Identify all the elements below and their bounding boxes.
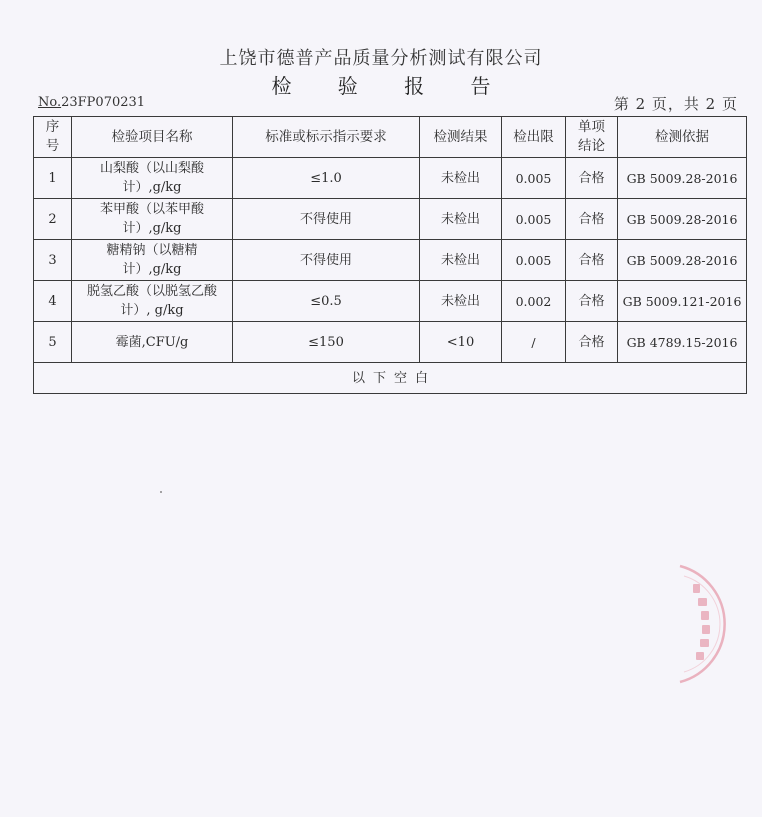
seal-glyphs	[693, 584, 710, 660]
cell-requirement: 不得使用	[233, 240, 420, 281]
table-row	[34, 322, 747, 363]
report-title: 检 验 报 告	[271, 74, 511, 98]
blank-below-note: 以下空白	[34, 363, 747, 394]
cell-item-line2: 计）,g/kg	[122, 262, 182, 277]
cell-conclusion: 合格	[566, 322, 618, 363]
cell-requirement: ≤0.5	[233, 281, 420, 322]
report-number	[38, 95, 145, 110]
page-info: 第 2 页，共 2 页	[613, 95, 738, 113]
col-seq-line1: 序	[45, 119, 60, 135]
cell-limit: 0.002	[502, 281, 566, 322]
cell-requirement: 不得使用	[233, 199, 420, 240]
company-name: 上饶市德普产品质量分析测试有限公司	[219, 48, 543, 69]
cell-conclusion: 合格	[566, 281, 618, 322]
cell-item-line2: 计）, g/kg	[120, 303, 184, 318]
cell-result: 未检出	[420, 199, 502, 240]
cell-item	[72, 281, 233, 322]
cell-basis: GB 5009.28-2016	[618, 158, 747, 199]
cell-conclusion: 合格	[566, 240, 618, 281]
table-row	[34, 281, 747, 322]
report-number-value: 23FP070231	[61, 95, 146, 110]
cell-basis: GB 5009.28-2016	[618, 240, 747, 281]
cell-item	[72, 240, 233, 281]
cell-requirement: ≤150	[233, 322, 420, 363]
cell-item-line2: 计）,g/kg	[122, 221, 182, 236]
cell-seq: 1	[34, 158, 72, 199]
cell-item-line1: 糖精钠（以糖精	[106, 243, 198, 258]
table-row	[34, 158, 747, 199]
col-basis: 检测依据	[618, 117, 747, 158]
col-limit: 检出限	[502, 117, 566, 158]
cell-conclusion: 合格	[566, 158, 618, 199]
cell-seq: 5	[34, 322, 72, 363]
scan-speck	[160, 491, 162, 493]
col-conclusion	[566, 117, 618, 158]
col-result: 检测结果	[420, 117, 502, 158]
cell-seq: 4	[34, 281, 72, 322]
table-row	[34, 240, 747, 281]
cell-basis: GB 4789.15-2016	[618, 322, 747, 363]
cell-seq: 2	[34, 199, 72, 240]
col-item: 检验项目名称	[72, 117, 233, 158]
col-conclusion-line2: 结论	[578, 138, 605, 154]
table-header-row	[34, 117, 747, 158]
cell-result: 未检出	[420, 158, 502, 199]
cell-item-line2: 计）,g/kg	[122, 180, 182, 195]
table-row	[34, 199, 747, 240]
col-seq-line2: 号	[45, 138, 60, 154]
cell-limit: 0.005	[502, 199, 566, 240]
cell-limit: /	[502, 322, 566, 363]
cell-item	[72, 199, 233, 240]
cell-requirement: ≤1.0	[233, 158, 420, 199]
cell-item-line1: 山梨酸（以山梨酸	[99, 161, 204, 176]
cell-result: <10	[420, 322, 502, 363]
report-number-prefix: No.	[38, 95, 62, 110]
cell-basis: GB 5009.121-2016	[618, 281, 747, 322]
partial-seal-stamp	[640, 558, 760, 688]
col-conclusion-line1: 单项	[578, 119, 605, 135]
cell-seq: 3	[34, 240, 72, 281]
table-footer-row	[34, 363, 747, 394]
cell-item: 霉菌,CFU/g	[72, 322, 233, 363]
col-seq	[34, 117, 72, 158]
col-requirement: 标准或标示指示要求	[233, 117, 420, 158]
cell-limit: 0.005	[502, 158, 566, 199]
cell-result: 未检出	[420, 281, 502, 322]
cell-conclusion: 合格	[566, 199, 618, 240]
cell-item-line1: 脱氢乙酸（以脱氢乙酸	[86, 284, 217, 299]
results-table	[33, 116, 747, 394]
cell-basis: GB 5009.28-2016	[618, 199, 747, 240]
cell-limit: 0.005	[502, 240, 566, 281]
cell-item-line1: 苯甲酸（以苯甲酸	[99, 202, 204, 217]
cell-item	[72, 158, 233, 199]
cell-result: 未检出	[420, 240, 502, 281]
